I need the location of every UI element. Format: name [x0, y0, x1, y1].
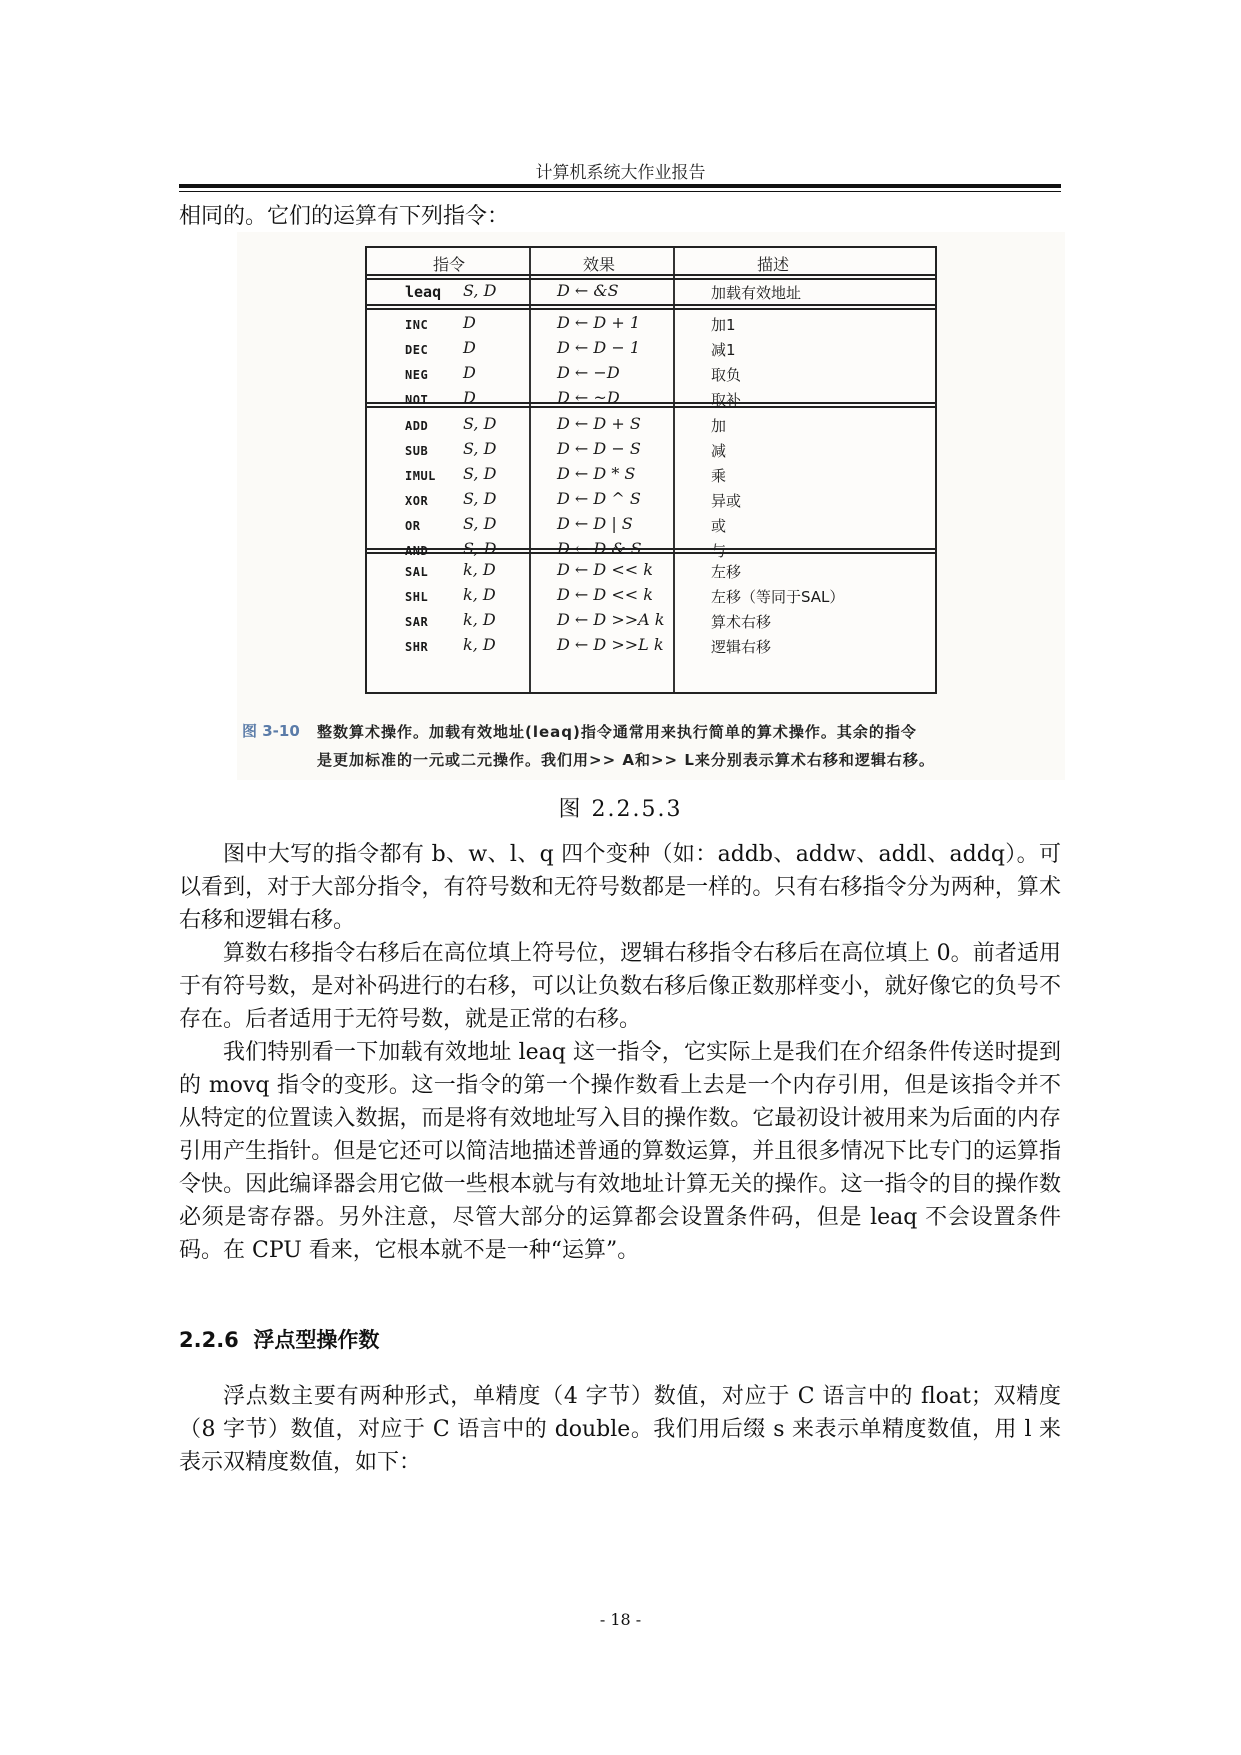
instruction-opcode: SHR: [405, 640, 429, 654]
instruction-effect: D ← D << k: [557, 585, 653, 604]
instruction-description: 取负: [711, 366, 742, 384]
instruction-opcode: leaq: [405, 283, 442, 301]
page-number: - 18 -: [599, 1610, 642, 1629]
figure-caption: [317, 718, 1057, 774]
instruction-operands: S, D: [463, 414, 497, 433]
instruction-operands: S, D: [463, 489, 497, 508]
instruction-opcode: NOT: [405, 393, 429, 407]
group-rule: [367, 406, 935, 408]
instruction-opcode: SAL: [405, 565, 429, 579]
instruction-operands: S, D: [463, 439, 497, 458]
instruction-description: 加1: [711, 316, 736, 334]
instruction-effect: D ← D >>A k: [557, 610, 665, 629]
body-paragraph: 我们特别看一下加载有效地址 leaq 这一指令，它实际上是我们在介绍条件传送时提到的 movq 指令的变形。这一指令的第一个操作数看上去是一个内存引用，但是该指令并不从特定的位置读入数据，而是将有效地址写入目的操作数。它最初设计被用来为后面的内存引用产生指针。但是它还可以简洁地描述普通的算数运算，并且很多情况下比专门的运算指令快。因此编译器会用它做一些根本就与有效地址计算无关的操作。这一指令的目的操作数必须是寄存器。另外注意，尽管大部分的运算都会设置条件码，但是 leaq 不会设置条件码。在 CPU 看来，它根本就不是一种“运算”。: [179, 1040, 1061, 1263]
instruction-description: 加: [711, 417, 727, 435]
instruction-table: [365, 246, 937, 694]
instruction-opcode: INC: [405, 318, 429, 332]
running-header: 计算机系统大作业报告: [535, 163, 706, 183]
instruction-effect: D ← &S: [557, 281, 619, 300]
instruction-effect: D ← ~D: [557, 388, 620, 407]
intro-line: 相同的。它们的运算有下列指令：: [179, 204, 510, 229]
instruction-effect: D ← −D: [557, 363, 620, 382]
column-separator: [529, 248, 531, 692]
caption-line: 是更加标准的一元或二元操作。我们用>> A和>> L来分别表示算术右移和逻辑右移。: [317, 751, 935, 769]
instruction-opcode: IMUL: [405, 469, 436, 483]
column-separator: [673, 248, 675, 692]
instruction-description: 减: [711, 442, 727, 460]
instruction-effect: D ← D * S: [557, 464, 636, 483]
instruction-opcode: SAR: [405, 615, 429, 629]
instruction-operands: k, D: [463, 610, 496, 629]
instruction-operands: S, D: [463, 514, 497, 533]
instruction-description: 算术右移: [711, 613, 772, 631]
instruction-opcode: XOR: [405, 494, 429, 508]
instruction-effect: D ← D − S: [557, 439, 641, 458]
group-rule: [367, 402, 935, 404]
figure-number: 图 2.2.5.3: [558, 797, 683, 822]
group-rule: [367, 548, 935, 550]
instruction-description: 或: [711, 517, 727, 535]
instruction-effect: D ← D >>L k: [557, 635, 664, 654]
instruction-operands: k, D: [463, 635, 496, 654]
instruction-opcode: ADD: [405, 419, 429, 433]
instruction-operands: D: [463, 338, 476, 357]
instruction-effect: D ← D << k: [557, 560, 653, 579]
instruction-operands: k, D: [463, 585, 496, 604]
header-instruction: 指令: [433, 255, 466, 274]
body-paragraph: 算数右移指令右移后在高位填上符号位，逻辑右移指令右移后在高位填上 0。前者适用于有符号数，是对补码进行的右移，可以让负数右移后像正数那样变小，就好像它的负号不存在。后者适用于无符号数，就是正常的右移。: [179, 941, 1061, 1032]
group-rule: [367, 308, 935, 310]
header-rule: [367, 278, 935, 280]
instruction-opcode: DEC: [405, 343, 429, 357]
body-paragraph: 图中大写的指令都有 b、w、l、q 四个变种（如：addb、addw、addl、addq）。可以看到，对于大部分指令，有符号数和无符号数都是一样的。只有右移指令分为两种，算术右移和逻辑右移。: [179, 842, 1061, 933]
instruction-description: 左移: [711, 563, 742, 581]
instruction-opcode: OR: [405, 519, 421, 533]
instruction-operands: D: [463, 363, 476, 382]
instruction-opcode: SUB: [405, 444, 429, 458]
instruction-operands: k, D: [463, 560, 496, 579]
instruction-description: 异或: [711, 492, 742, 510]
instruction-effect: D ← D | S: [557, 514, 633, 533]
instruction-operands: D: [463, 388, 476, 407]
instruction-operands: D: [463, 313, 476, 332]
section-number: 2.2.6: [179, 1328, 239, 1352]
instruction-opcode: NEG: [405, 368, 429, 382]
group-rule: [367, 304, 935, 306]
group-rule: [367, 552, 935, 554]
instruction-effect: D ← D + S: [557, 414, 641, 433]
header-rule: [367, 274, 935, 276]
caption-line: 整数算术操作。加载有效地址(leaq)指令通常用来执行简单的算术操作。其余的指令: [317, 723, 917, 741]
header-effect: 效果: [583, 255, 616, 274]
caption-label: 图 3-10: [242, 722, 300, 740]
instruction-description: 乘: [711, 467, 727, 485]
instruction-operands: S, D: [463, 539, 497, 558]
instruction-operands: S, D: [463, 281, 497, 300]
instruction-effect: D ← D − 1: [557, 338, 640, 357]
instruction-description: 取补: [711, 391, 742, 409]
instruction-description: 减1: [711, 341, 736, 359]
instruction-effect: D ← D ^ S: [557, 489, 641, 508]
instruction-opcode: AND: [405, 544, 429, 558]
instruction-effect: D ← D & S: [557, 539, 642, 558]
figure-scan: [237, 232, 1065, 780]
instruction-effect: D ← D + 1: [557, 313, 640, 332]
instruction-opcode: SHL: [405, 590, 429, 604]
instruction-description: 加载有效地址: [711, 284, 802, 302]
instruction-description: 左移（等同于SAL）: [711, 588, 845, 606]
section-title: 浮点型操作数: [253, 1328, 380, 1352]
instruction-operands: S, D: [463, 464, 497, 483]
header-description: 描述: [757, 255, 790, 274]
header-rule-thick: [179, 184, 1061, 188]
instruction-description: 与: [711, 542, 727, 560]
instruction-description: 逻辑右移: [711, 638, 772, 656]
header-rule-thin: [179, 191, 1061, 192]
section-heading: [179, 1324, 379, 1354]
section-paragraph: 浮点数主要有两种形式，单精度（4 字节）数值，对应于 C 语言中的 float；双精度（8 字节）数值，对应于 C 语言中的 double。我们用后缀 s 来表示单精度数值，用 l 来表示双精度数值，如下：: [179, 1384, 1061, 1475]
